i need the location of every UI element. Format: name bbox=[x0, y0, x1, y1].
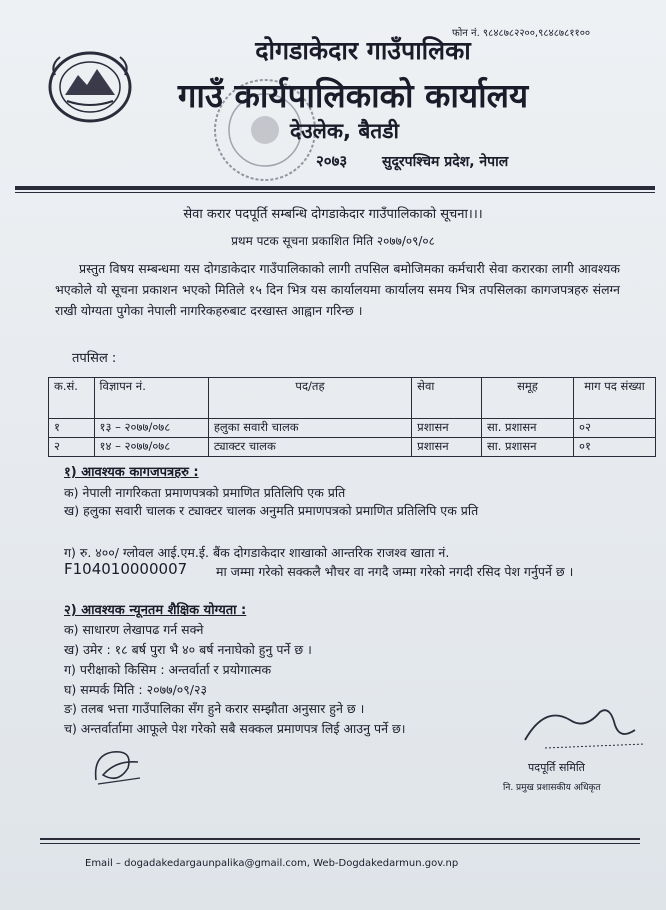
qual-item: क) साधारण लेखापढ गर्न सक्ने bbox=[64, 622, 204, 637]
table-row bbox=[49, 419, 656, 438]
cell-service: प्रशासन bbox=[412, 438, 482, 457]
documents-heading: १) आवश्यक कागजपत्रहरु : bbox=[64, 465, 199, 480]
publish-date: प्रथम पटक सूचना प्रकाशित मिति २०७७/०९/०८ bbox=[231, 234, 435, 248]
col-demand: माग पद संख्या bbox=[574, 378, 656, 419]
account-number: F104010000007 bbox=[64, 560, 188, 578]
cell-demand: ०१ bbox=[574, 438, 656, 457]
col-sn: क.सं. bbox=[49, 378, 95, 419]
cell-service: प्रशासन bbox=[412, 419, 482, 438]
qual-item: ग) परीक्षाको किसिम : अन्तर्वार्ता र प्रयोगात्मक bbox=[64, 662, 272, 677]
cell-group: सा. प्रशासन bbox=[481, 438, 573, 457]
tapasil-label: तपसिल : bbox=[72, 351, 117, 366]
phone-number: फोन नं. ९८४८७८२२००,९८४८७८११०० bbox=[452, 28, 591, 39]
qual-item: घ) सम्पर्क मिति : २०७७/०९/२३ bbox=[64, 682, 208, 697]
doc-item: ख) हलुका सवारी चालक र ट्याक्टर चालक अनुमति प्रमाणपत्रको प्रमाणित प्रतिलिपि एक प्रति bbox=[64, 503, 479, 518]
footer-divider bbox=[40, 838, 640, 840]
doc-item: ग) रु. ४००/ ग्लोवल आई.एम.ई. बैंक दोगडाकेदार शाखाको आन्तरिक राजश्व खाता नं. bbox=[64, 545, 450, 560]
chair-label: नि. प्रमुख प्रशासकीय अधिकृत bbox=[503, 783, 601, 793]
left-signature bbox=[88, 740, 148, 790]
cell-post: ट्याक्टर चालक bbox=[208, 438, 411, 457]
qualification-heading: २) आवश्यक न्यूनतम शैक्षिक योग्यता : bbox=[64, 603, 247, 618]
qual-item: ङ) तलब भत्ता गाउँपालिका सँग हुने करार सम्झौता अनुसार हुने छ । bbox=[64, 701, 365, 716]
notice-body: प्रस्तुत विषय सम्बन्धमा यस दोगडाकेदार गाउँपालिकाको लागी तपसिल बमोजिमका कर्मचारी सेवा करारका लागी आवश्यक भएकोले यो सूचना प्रकाशन भएको मितिले १५ दिन भित्र यस कार्यालयमा कार्यालय समय भित्र तपसिलका कागजपत्रहरु संलग्न राखी योग्यता पुगेका नेपाली नागरिकहरुबाट दरखास्त आह्वान गरिन्छ । bbox=[55, 261, 620, 318]
province-name: सुदूरपश्चिम प्रदेश, नेपाल bbox=[382, 154, 509, 170]
vacancy-table bbox=[48, 377, 656, 457]
cell-post: हलुका सवारी चालक bbox=[208, 419, 411, 438]
table-row bbox=[49, 438, 656, 457]
office-name: गाउँ कार्यपालिकाको कार्यालय bbox=[177, 76, 529, 115]
col-ad-number: विज्ञापन नं. bbox=[94, 378, 208, 419]
col-service: सेवा bbox=[412, 378, 482, 419]
doc-item: क) नेपाली नागरिकता प्रमाणपत्रको प्रमाणित प्रतिलिपि एक प्रति bbox=[64, 485, 346, 500]
cell-sn: २ bbox=[49, 438, 95, 457]
right-signature bbox=[515, 700, 655, 760]
footer-contact: Email – dogadakedargaunpalika@gmail.com, Web-Dogdakedarmun.gov.np bbox=[85, 858, 459, 869]
municipality-name: दोगडाकेदार गाउँपालिका bbox=[255, 36, 471, 65]
cell-group: सा. प्रशासन bbox=[481, 419, 573, 438]
office-address: देउलेक, बैतडी bbox=[290, 119, 399, 143]
col-post: पद/तह bbox=[208, 378, 411, 419]
header-divider-thin bbox=[15, 192, 655, 193]
qual-item: च) अन्तर्वार्तामा आफूले पेश गरेको सबै सक्कल प्रमाणपत्र लिई आउनु पर्ने छ। bbox=[64, 721, 406, 736]
committee-label: पदपूर्ति समिति bbox=[528, 761, 585, 774]
cell-ad-number: १३ – २०७७/०७८ bbox=[94, 419, 208, 438]
cell-ad-number: १४ – २०७७/०७८ bbox=[94, 438, 208, 457]
cell-demand: ०२ bbox=[574, 419, 656, 438]
table-header-row bbox=[49, 378, 656, 419]
header-divider bbox=[15, 186, 655, 190]
footer-divider-thin bbox=[40, 843, 640, 844]
established-year: २०७३ bbox=[316, 152, 348, 170]
doc-item: मा जम्मा गरेको सक्कलै भौचर वा नगदै जम्मा गरेको नगदी रसिद पेश गर्नुपर्ने छ । bbox=[216, 564, 574, 579]
qual-item: ख) उमेर : १८ बर्ष पुरा भै ४० बर्ष ननाघेको हुनु पर्ने छ । bbox=[64, 642, 312, 657]
cell-sn: १ bbox=[49, 419, 95, 438]
notice-title: सेवा करार पदपूर्ति सम्बन्धि दोगडाकेदार गाउँपालिकाको सूचना।।। bbox=[183, 207, 483, 222]
col-group: समूह bbox=[481, 378, 573, 419]
